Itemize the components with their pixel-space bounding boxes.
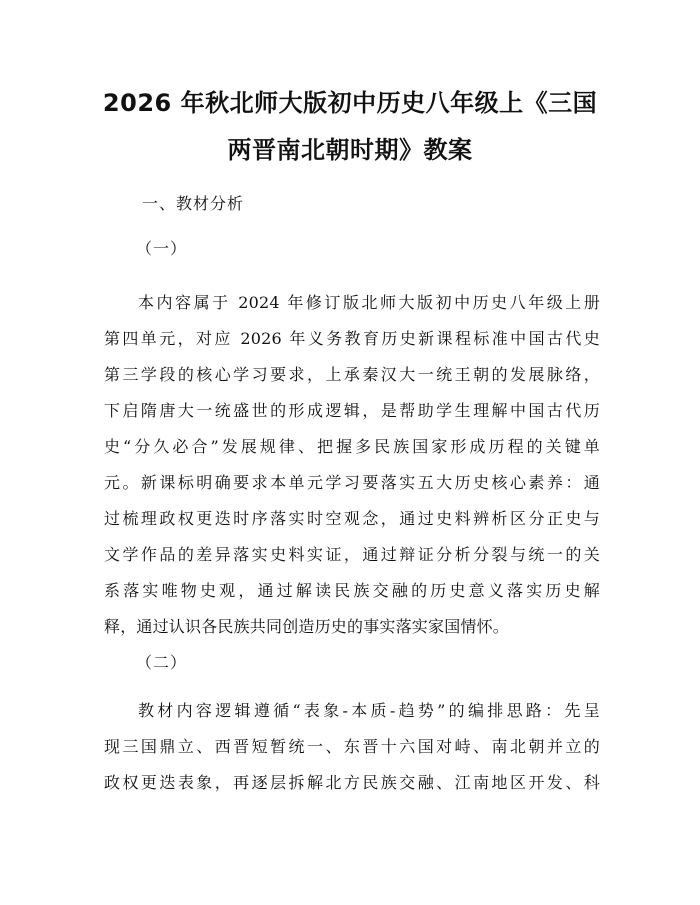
document-title-line-2: 两晋南北朝时期》教案	[227, 136, 473, 164]
paragraph-1-line: 过梳理政权更迭时序落实时空观念，通过史料辨析区分正史与	[104, 509, 600, 528]
paragraph-1-line: 文学作品的差异落实史料实证，通过辩证分析分裂与统一的关	[104, 545, 600, 564]
paragraph-1-line: 下启隋唐大一统盛世的形成逻辑，是帮助学生理解中国古代历	[104, 401, 600, 420]
paragraph-1-line: 第三学段的核心学习要求，上承秦汉大一统王朝的发展脉络，	[104, 365, 600, 384]
paragraph-1-line: 本内容属于 2024 年修订版北师大版初中历史八年级上册	[138, 293, 600, 312]
document-title-line-1: 2026 年秋北师大版初中历史八年级上《三国	[102, 89, 598, 117]
paragraph-1-line: 释，通过认识各民族共同创造历史的事实落实家国情怀。	[104, 617, 510, 636]
paragraph-1-line: 第四单元，对应 2026 年义务教育历史新课程标准中国古代史	[104, 329, 600, 348]
paragraph-2-line: 政权更迭表象，再逐层拆解北方民族交融、江南地区开发、科	[104, 773, 600, 792]
paragraph-1-line: 元。新课标明确要求本单元学习要落实五大历史核心素养：通	[104, 473, 600, 492]
section-heading: 一、教材分析	[142, 194, 245, 213]
sub-heading-2: （二）	[136, 653, 188, 672]
paragraph-2-line: 现三国鼎立、西晋短暂统一、东晋十六国对峙、南北朝并立的	[104, 737, 600, 756]
paragraph-2-line: 教材内容逻辑遵循“表象-本质-趋势”的编排思路：先呈	[138, 701, 600, 720]
sub-heading-1: （一）	[136, 239, 188, 258]
paragraph-2	[104, 693, 600, 801]
paragraph-1-line: 史“分久必合”发展规律、把握多民族国家形成历程的关键单	[104, 437, 600, 456]
paragraph-1	[104, 285, 600, 645]
paragraph-1-line: 系落实唯物史观，通过解读民族交融的历史意义落实历史解	[104, 581, 600, 600]
